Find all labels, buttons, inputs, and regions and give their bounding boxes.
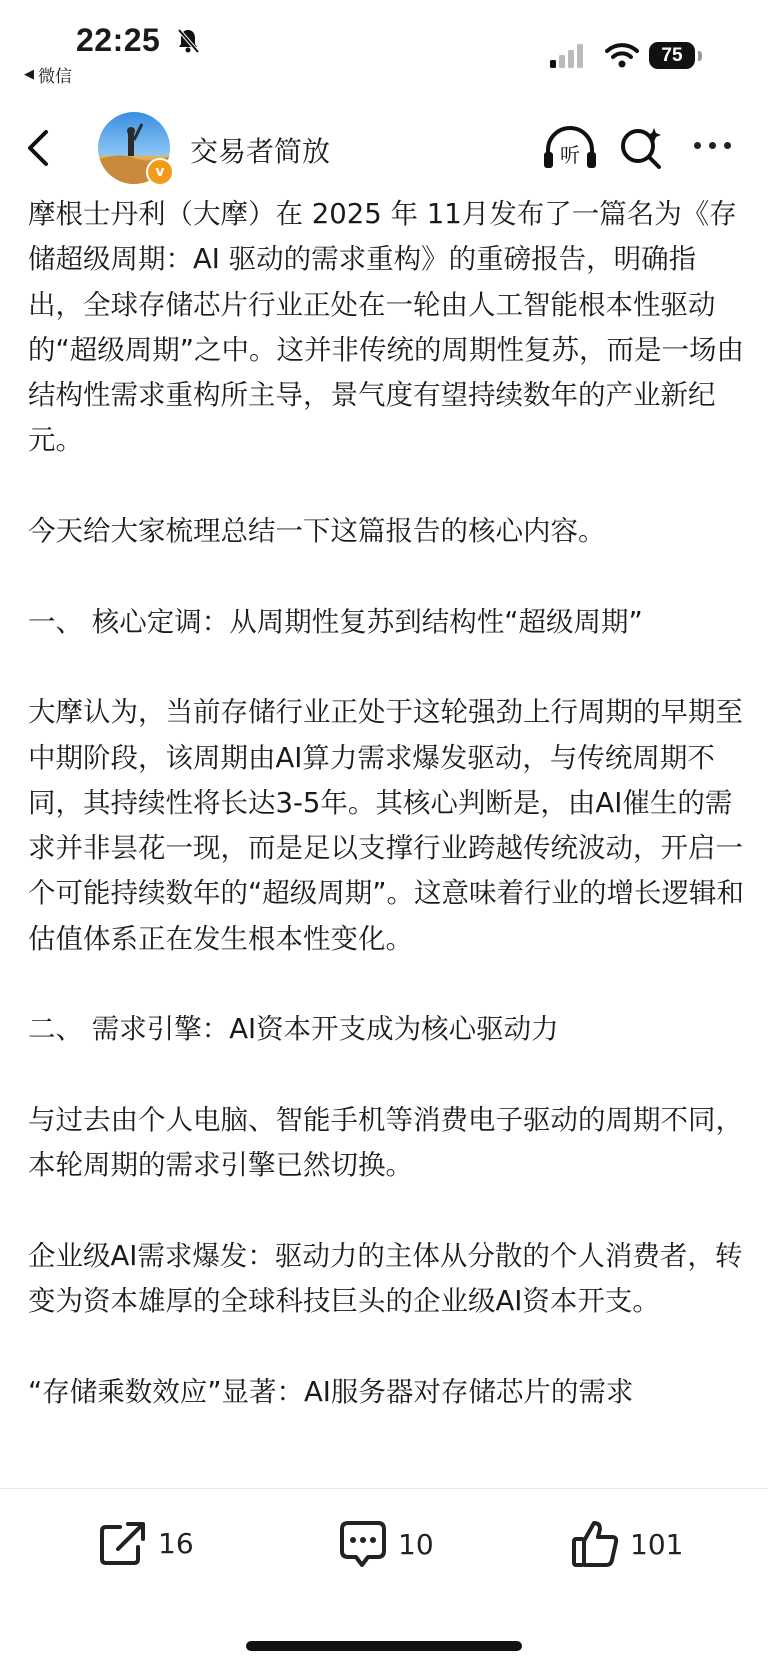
verified-badge-icon: v [146,158,174,186]
article-paragraph: 与过去由个人电脑、智能手机等消费电子驱动的周期不同，本轮周期的需求引擎已然切换。 [28,1103,743,1182]
article-section-heading: 二、 需求引擎：AI资本开支成为核心驱动力 [28,1013,559,1046]
article-paragraph: 企业级AI需求爆发：驱动力的主体从分散的个人消费者，转变为资本雄厚的全球科技巨头的企业级AI资本开支。 [28,1239,743,1318]
like-button[interactable] [570,1519,683,1569]
back-button[interactable] [22,124,58,172]
battery-tip [698,51,702,61]
article-paragraph: “存储乘数效应”显著：AI服务器对存储芯片的需求 [28,1375,634,1408]
action-bar [0,1488,768,1665]
search-sparkle-icon[interactable] [618,124,664,176]
bell-muted-icon [176,28,200,58]
like-icon [570,1519,620,1569]
author-name[interactable]: 交易者简放 [190,135,331,168]
like-count: 101 [630,1527,684,1561]
article-section-heading: 一、 核心定调：从周期性复苏到结构性“超级周期” [28,605,643,638]
article-body [28,192,744,1488]
headphones-listen-icon[interactable] [542,124,598,176]
more-icon[interactable] [694,142,731,149]
home-indicator[interactable] [246,1641,522,1651]
listen-label: 听 [560,143,580,167]
back-to-app-link[interactable] [24,62,72,87]
signal-icon [550,44,586,72]
share-count: 16 [158,1526,194,1560]
back-triangle-icon: ◀ [24,67,34,82]
share-button[interactable] [98,1519,194,1567]
article-paragraph: 今天给大家梳理总结一下这篇报告的核心内容。 [28,515,606,548]
comment-icon [338,1519,388,1569]
status-time: 22:25 [76,22,161,58]
back-chevron-icon [22,124,58,172]
back-app-label: 微信 [38,67,72,87]
share-icon [98,1519,148,1567]
article-paragraph: 大摩认为，当前存储行业正处于这轮强劲上行周期的早期至中期阶段，该周期由AI算力需求爆发驱动，与传统周期不同，其持续性将长达3-5年。其核心判断是，由AI催生的需求并非昙花一现，而是足以支撑行业跨越传统波动，开启一个可能持续数年的“超级周期”。这意味着行业的增长逻辑和估值体系正在发生根本性变化。 [28,696,744,955]
battery-level: 75 [661,44,683,66]
wifi-icon [605,42,639,72]
comment-count: 10 [398,1527,434,1561]
article-paragraph: 摩根士丹利（大摩）在 2025 年 11月发布了一篇名为《存储超级周期：AI 驱动的需求重构》的重磅报告，明确指出，全球存储芯片行业正处在一轮由人工智能根本性驱动的“超级周期”之中。这并非传统的周期性复苏，而是一场由结构性需求重构所主导，景气度有望持续数年的产业新纪元。 [28,198,744,457]
article-header [0,100,768,196]
status-bar [0,0,768,100]
comment-button[interactable] [338,1519,434,1569]
battery-icon [649,42,695,69]
